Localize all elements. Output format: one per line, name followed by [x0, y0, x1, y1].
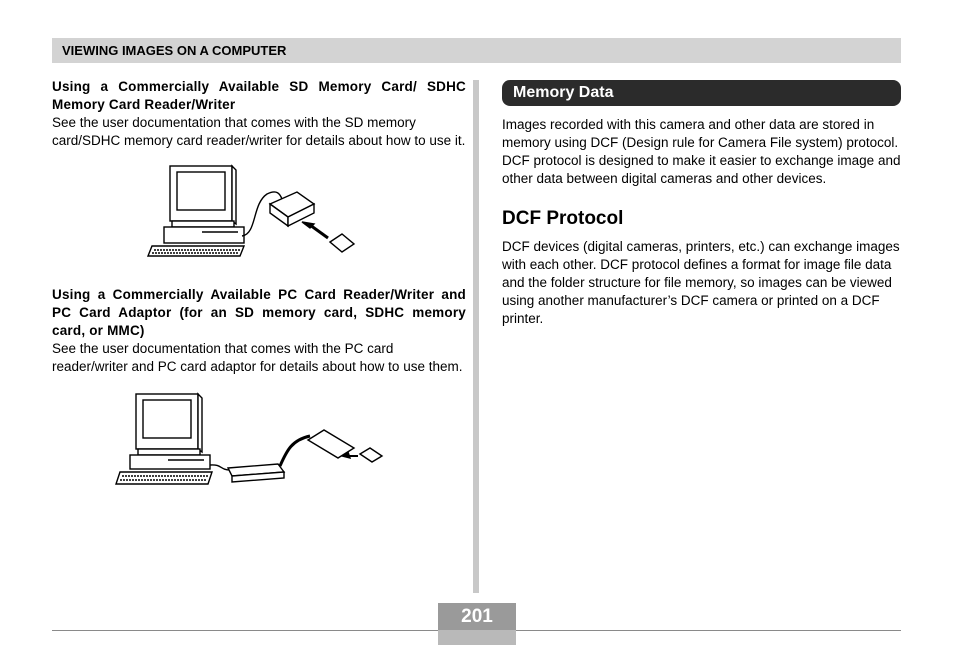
keyboard-illustration — [116, 472, 212, 484]
page-number: 201 — [438, 603, 516, 630]
section-header-title: VIEWING IMAGES ON A COMPUTER — [62, 43, 287, 58]
sd-card-illustration — [360, 448, 382, 462]
column-divider — [473, 80, 479, 593]
right-column — [502, 80, 902, 328]
dcf-protocol-body: DCF devices (digital cameras, printers, etc.) can exchange images with each other. DCF protocol defines a format for image file data and the folder structure for file memory, so images can be viewed using another manufacturer’s DCF camera or printed on a DCF printer. — [502, 239, 900, 326]
pc-card-heading: Using a Commercially Available PC Card Reader/Writer and PC Card Adaptor (for an SD memory card, SDHC memory card, or MMC) — [52, 287, 466, 338]
keyboard-illustration — [148, 246, 244, 256]
memory-data-heading-label: Memory Data — [513, 84, 614, 101]
pc-card-body: See the user documentation that comes with the PC card reader/writer and PC card adaptor for details about how to use them. — [52, 341, 463, 374]
dcf-protocol-heading: DCF Protocol — [502, 208, 624, 229]
section-header — [52, 38, 901, 63]
sd-card-illustration — [330, 234, 354, 252]
sd-card-reader-illustration — [52, 164, 466, 274]
page-number-box — [438, 603, 516, 645]
sd-reader-heading: Using a Commercially Available SD Memory Card/ SDHC Memory Card Reader/Writer — [52, 79, 466, 112]
sd-reader-body: See the user documentation that comes with the SD memory card/SDHC memory card reader/writer for details about how to use it. — [52, 115, 466, 148]
left-column — [52, 78, 466, 490]
memory-data-heading — [502, 80, 901, 106]
memory-data-body: Images recorded with this camera and other data are stored in memory using DCF (Design rule for Camera File system) protocol. DCF protocol is designed to make it easier to exchange image and other data between digital cameras and other devices. — [502, 117, 901, 186]
pc-card-reader-illustration — [52, 390, 466, 490]
